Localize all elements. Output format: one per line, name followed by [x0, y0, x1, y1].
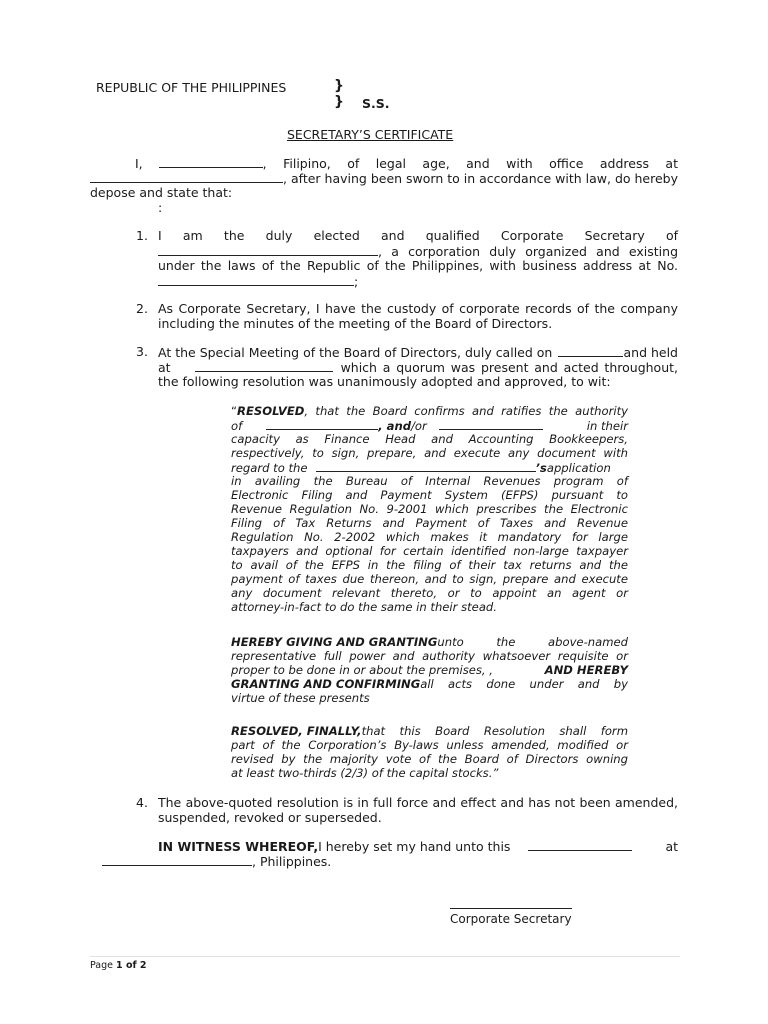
- witness-date-blank[interactable]: [528, 839, 632, 851]
- res-regard: regard to the: [231, 461, 308, 475]
- res-line-8: Revenue Regulation No. 9-2001 which prescribes the Electronic: [231, 502, 628, 516]
- in-witness-keyword: IN WITNESS WHEREOF,: [158, 839, 319, 854]
- intro-line-3: depose and state that:: [90, 185, 233, 200]
- item-4-line-2: suspended, revoked or superseded.: [158, 810, 382, 825]
- final-line-2: part of the Corporation’s By-laws unless amended, modified or: [231, 738, 628, 752]
- grant-line-5: virtue of these presents: [231, 691, 370, 705]
- granting-confirming-keyword: GRANTING AND CONFIRMING: [231, 677, 421, 691]
- res-line-6: in availing the Bureau of Internal Revenues program of: [231, 474, 628, 488]
- item-4-line-1: The above-quoted resolution is in full force and effect and has not been amended,: [158, 795, 678, 810]
- hereby-giving-keyword: HEREBY GIVING AND GRANTING: [231, 635, 438, 649]
- intro-i: I,: [135, 156, 143, 171]
- ss-label: S.S.: [362, 96, 390, 111]
- res-line-11: taxpayers and optional for certain identified non-large taxpayer: [231, 544, 628, 558]
- item-1-line-4: [158, 274, 358, 289]
- res-line-7: Electronic Filing and Payment System (EFPS) pursuant to: [231, 488, 628, 502]
- res-or: /or: [411, 419, 427, 433]
- res-line-14: any document relevant thereto, or to appoint an agent or: [231, 586, 628, 600]
- item-4-number: 4.: [136, 795, 148, 810]
- item-1-line-1: I am the duly elected and qualified Corporate Secretary of: [158, 228, 678, 243]
- res-and: , and: [378, 419, 412, 433]
- item-3-number: 3.: [136, 344, 148, 359]
- and-hereby-keyword: AND HEREBY: [544, 663, 628, 677]
- res-of: of: [231, 419, 243, 433]
- res-line-15: attorney-in-fact to do the same in their stead.: [231, 600, 497, 614]
- grant-line-2: representative full power and authority whatsoever requisite or: [231, 649, 628, 663]
- intro-colon: :: [158, 200, 163, 215]
- res-line-1-text: , that the Board confirms and ratifies the authority: [304, 404, 628, 418]
- resolved-keyword: RESOLVED: [237, 404, 305, 418]
- res-possessive: ’s: [535, 461, 547, 475]
- grant-line-4: [231, 677, 628, 691]
- item-3-line-1-text: At the Special Meeting of the Board of Directors, duly called on: [158, 345, 553, 360]
- footer-rule: [90, 956, 680, 957]
- item-2-line-2: including the minutes of the meeting of the Board of Directors.: [158, 316, 553, 331]
- final-line-1-text: that this Board Resolution shall form: [361, 724, 628, 738]
- item-2-number: 2.: [136, 301, 148, 316]
- item-3-line-1: [158, 345, 678, 360]
- open-quote: “: [231, 404, 238, 418]
- witness-philippines: , Philippines.: [252, 854, 332, 869]
- resolved-finally-keyword: RESOLVED, FINALLY,: [231, 724, 362, 738]
- res-line-12: to avail of the EFPS in the filing of their tax returns and the: [231, 558, 628, 572]
- item-3-line-1-held: and held: [623, 345, 678, 360]
- item-3-line-3: the following resolution was unanimously adopted and approved, to wit:: [158, 374, 611, 389]
- res-application: application: [546, 461, 611, 475]
- item-2-line-1: As Corporate Secretary, I have the custody of corporate records of the company: [158, 301, 678, 316]
- brace-2: }: [334, 94, 344, 110]
- final-line-4: at least two-thirds (2/3) of the capital stocks.”: [231, 766, 499, 780]
- grant-line-3-text: proper to be done in or about the premises, ,: [231, 663, 493, 677]
- page-word: Page: [90, 960, 113, 971]
- intro-line-2: [90, 171, 678, 186]
- bookkeeper-blank[interactable]: [439, 418, 543, 430]
- intro-sworn-text: , after having been sworn to in accordance with law, do hereby: [283, 171, 678, 186]
- witness-line-2: [102, 854, 331, 869]
- page-count: 1 of 2: [116, 960, 147, 971]
- witness-place-blank[interactable]: [102, 854, 252, 866]
- intro-filipino-text: , Filipino, of legal age, and with office address at: [262, 156, 678, 171]
- business-address-blank[interactable]: [158, 274, 354, 286]
- item-1-line-2-text: , a corporation duly organized and existing: [378, 244, 678, 259]
- republic-label: REPUBLIC OF THE PHILIPPINES: [96, 80, 287, 95]
- signature-label: Corporate Secretary: [450, 912, 572, 926]
- witness-line-1: [158, 839, 678, 854]
- witness-line-1-text: I hereby set my hand unto this: [318, 839, 511, 854]
- item-3-line-2: [158, 360, 678, 375]
- res-line-3: capacity as Finance Head and Accounting Bookkeepers,: [231, 432, 628, 446]
- name-blank[interactable]: [159, 156, 263, 168]
- meeting-venue-blank[interactable]: [195, 360, 333, 372]
- grant-line-4-text: all acts done under and by: [420, 677, 628, 691]
- res-line-4: respectively, to sign, prepare, and execute any document with: [231, 446, 628, 460]
- signature-line[interactable]: [450, 908, 572, 909]
- brace-1: }: [334, 78, 344, 94]
- res-line-9: Filing of Tax Returns and Payment of Taxes and Revenue: [231, 516, 628, 530]
- grant-line-3: [231, 663, 628, 677]
- item-3-line-2-at: at: [158, 360, 171, 375]
- meeting-date-blank[interactable]: [558, 345, 623, 357]
- res-line-10: Regulation No. 2-2002 which makes it mandatory for large: [231, 530, 628, 544]
- item-1-line-3: under the laws of the Republic of the Philippines, with business address at No.: [158, 258, 678, 273]
- res-in-their: in their: [586, 419, 628, 433]
- witness-at: at: [665, 839, 678, 854]
- document-title: SECRETARY’S CERTIFICATE: [287, 127, 454, 142]
- res-line-5: [231, 460, 611, 475]
- item-1-line-2: [158, 244, 678, 259]
- res-line-2: [231, 418, 628, 433]
- grant-line-1-text: unto the above-named: [437, 635, 628, 649]
- item-1-line-4-text: ;: [354, 274, 359, 289]
- res-line-13: payment of taxes due thereon, and to sign, prepare and execute: [231, 572, 628, 586]
- grant-line-1: [231, 635, 628, 649]
- office-address-blank[interactable]: [90, 171, 283, 183]
- item-3-line-2-text: which a quorum was present and acted throughout,: [340, 360, 678, 375]
- res-line-1: [231, 404, 628, 418]
- final-line-3: revised by the majority vote of the Board of Directors owning: [231, 752, 628, 766]
- final-line-1: [231, 724, 628, 738]
- corporation-application-blank[interactable]: [316, 460, 536, 472]
- corporation-name-blank[interactable]: [158, 244, 378, 256]
- item-1-number: 1.: [136, 228, 148, 243]
- finance-head-blank[interactable]: [266, 418, 378, 430]
- page-number: [90, 960, 147, 971]
- intro-line-1: [135, 156, 678, 171]
